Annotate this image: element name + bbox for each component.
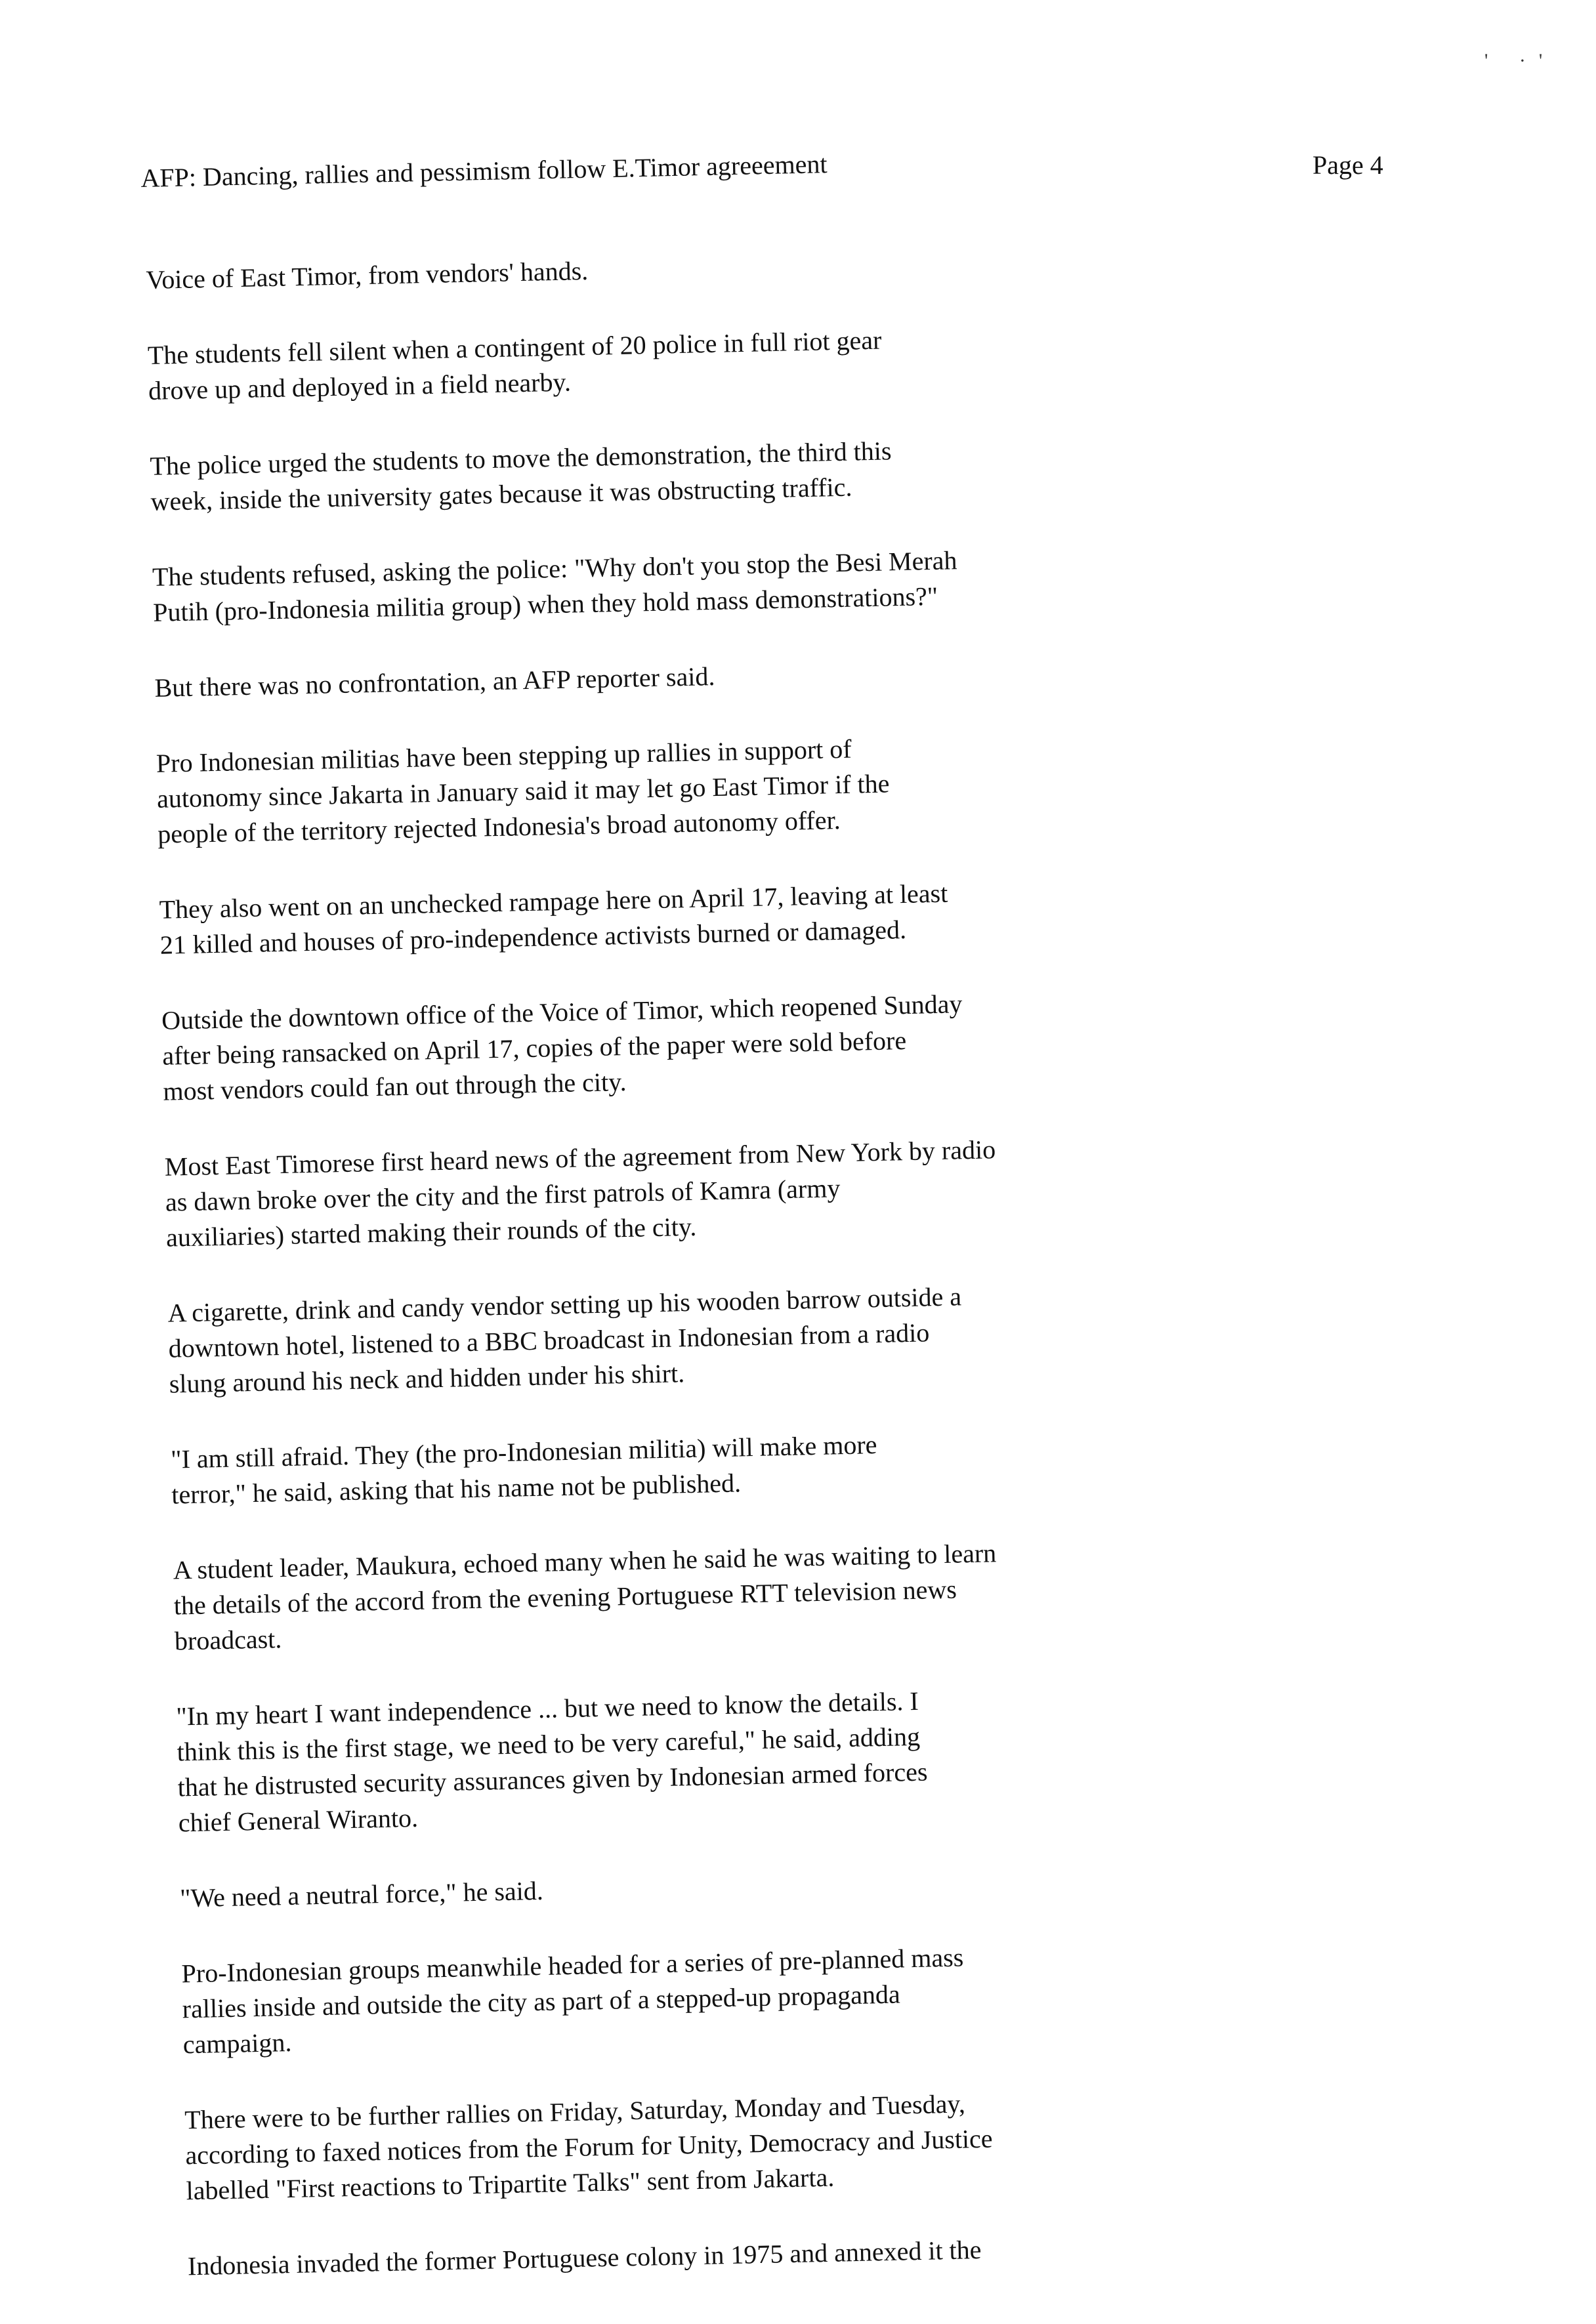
paragraph-line: after being ransacked on April 17, copies of the paper were sold before [161, 1025, 907, 1071]
article-paragraph [147, 318, 1093, 409]
article-paragraph [161, 984, 1108, 1110]
document-title: AFP: Dancing, rallies and pessimism follow E.Timor agreeement [140, 149, 828, 193]
paragraph-line: There were to be further rallies on Friday, Saturday, Monday and Tuesday, [184, 2088, 966, 2135]
paragraph-line: as dawn broke over the city and the first patrols of Kamra (army [165, 1173, 841, 1217]
paragraph-line: most vendors could fan out through the city. [162, 1066, 627, 1106]
article-paragraph [146, 243, 1091, 298]
paragraph-line: downtown hotel, listened to a BBC broadcast in Indonesian from a radio [168, 1318, 930, 1363]
paragraph-line: according to faxed notices from the Forum for Unity, Democracy and Justice [184, 2123, 993, 2170]
paragraph-line: "In my heart I want independence ... but we need to know the details. I [175, 1686, 919, 1732]
paragraph-line: Putih (pro-Indonesia militia group) when they hold mass demonstrations?" [152, 581, 938, 627]
paragraph-line: Voice of East Timor, from vendors' hands. [146, 255, 589, 295]
paragraph-line: terror," he said, asking that his name not be published. [171, 1468, 742, 1510]
article-paragraph [181, 1936, 1128, 2062]
paragraph-line: that he distrusted security assurances given by Indonesian armed forces [177, 1756, 928, 1802]
paragraph-line: Most East Timorese first heard news of the agreement from New York by radio [164, 1134, 996, 1182]
paragraph-line: slung around his neck and hidden under his shirt. [169, 1358, 685, 1399]
paragraph-line: The students refused, asking the police: "Why don't you stop the Besi Merah [152, 545, 957, 592]
paragraph-line: drove up and deployed in a field nearby. [148, 367, 572, 405]
paragraph-line: broadcast. [174, 1624, 282, 1656]
paragraph-line: autonomy since Jakarta in January said it may let go East Timor if the [156, 768, 890, 814]
article-paragraph [150, 429, 1096, 520]
paragraph-line: Pro-Indonesian groups meanwhile headed for a series of pre-planned mass [181, 1942, 964, 1989]
paragraph-line: The students fell silent when a contingent of 20 police in full riot gear [147, 325, 882, 370]
paragraph-line: They also went on an unchecked rampage here on April 17, leaving at least [159, 878, 948, 924]
article-paragraph [152, 540, 1098, 631]
paragraph-line: Indonesia invaded the former Portuguese colony in 1975 and annexed it the [187, 2235, 982, 2281]
article-paragraph [180, 1861, 1125, 1916]
paragraph-line: But there was no confrontation, an AFP reporter said. [154, 661, 715, 703]
paragraph-line: the details of the accord from the evening Portuguese RTT television news [173, 1574, 957, 1621]
paragraph-line: Pro Indonesian militias have been stepping up rallies in support of [156, 734, 852, 778]
paragraph-line: A cigarette, drink and candy vendor setting up his wooden barrow outside a [167, 1281, 962, 1328]
paragraph-line: chief General Wiranto. [178, 1802, 419, 1838]
article-body [146, 243, 1134, 2324]
article-paragraph [154, 651, 1100, 706]
article-paragraph [176, 1679, 1124, 1840]
paragraph-line: people of the territory rejected Indonesia's broad autonomy offer. [157, 805, 841, 849]
paragraph-line: A student leader, Maukura, echoed many when he said he was waiting to learn [173, 1538, 997, 1585]
article-paragraph [173, 1533, 1120, 1659]
paragraph-line: auxiliaries) started making their rounds of the city. [165, 1211, 697, 1253]
page-number: Page 4 [1312, 150, 1383, 180]
article-paragraph [164, 1130, 1111, 1256]
paragraph-line: The police urged the students to move the demonstration, the third this [150, 436, 892, 481]
scan-marks: ' ·' [1484, 50, 1556, 72]
paragraph-line: labelled "First reactions to Tripartite Talks" sent from Jakarta. [186, 2162, 835, 2206]
paragraph-line: campaign. [182, 2027, 292, 2060]
article-paragraph [171, 1422, 1117, 1512]
paragraph-line: "I am still afraid. They (the pro-Indonesian militia) will make more [170, 1430, 877, 1474]
article-paragraph [187, 2229, 1133, 2284]
paragraph-line: 21 killed and houses of pro-independence activists burned or damaged. [159, 914, 907, 960]
article-paragraph [184, 2083, 1131, 2209]
article-paragraph [159, 873, 1105, 963]
article-paragraph [167, 1276, 1114, 1401]
paragraph-line: think this is the first stage, we need to be very careful," he said, adding [177, 1721, 921, 1767]
paragraph-line: "We need a neutral force," he said. [179, 1875, 544, 1913]
paragraph-line: Outside the downtown office of the Voice of Timor, which reopened Sunday [161, 989, 963, 1035]
paragraph-line: week, inside the university gates because it was obstructing traffic. [150, 472, 852, 516]
article-paragraph [156, 726, 1102, 852]
paragraph-line: rallies inside and outside the city as part of a stepped-up propaganda [182, 1979, 901, 2024]
